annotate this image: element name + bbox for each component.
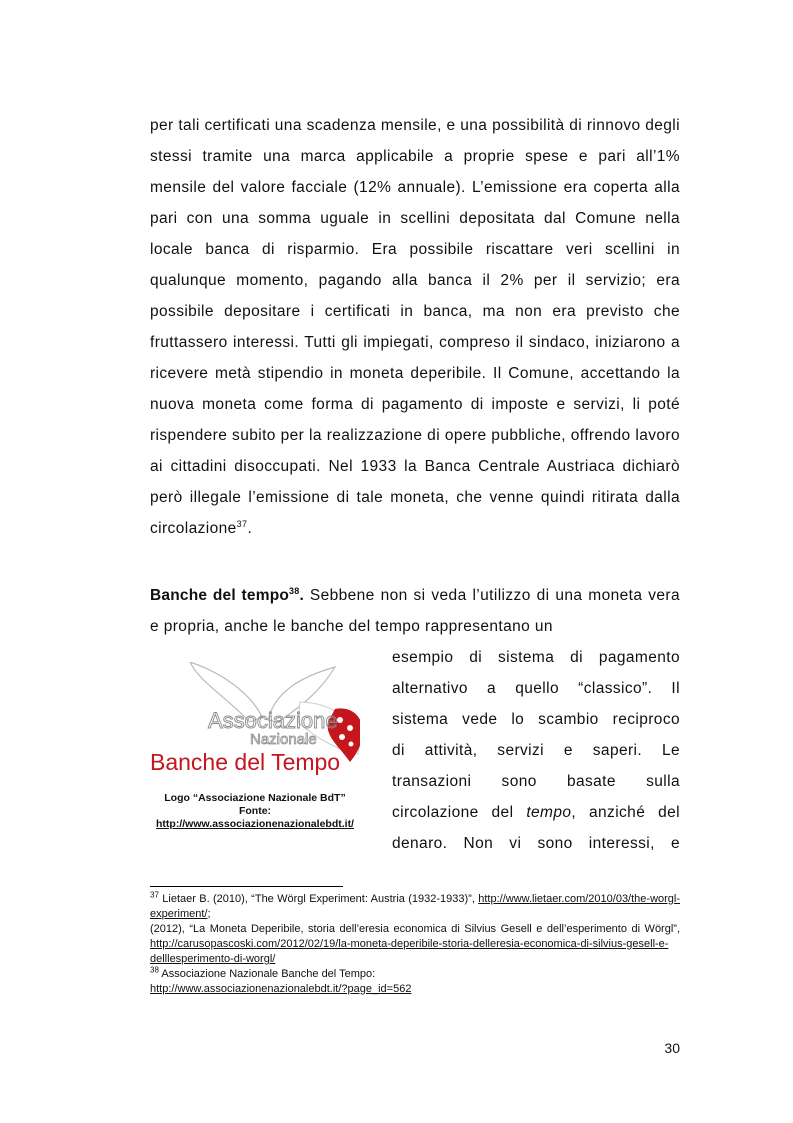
- footnote-37-text-2: (2012), “La Moneta Deperibile, storia dell’eresia economica di Silvius Gesell e dell’esperimento di Wörgl”,: [150, 923, 680, 935]
- footnote-37-link-1[interactable]: http://www.lietaer.com/2010/03/the-worgl-experiment/: [150, 893, 681, 920]
- footnote-38-link[interactable]: http://www.associazionenazionalebdt.it/?page_id=562: [150, 983, 412, 995]
- wrapped-line-2: alternativo a quello “classico”. Il: [392, 680, 680, 697]
- caption-source-label: Fonte:: [238, 805, 272, 817]
- paragraph-end-dot: .: [247, 520, 253, 537]
- footnote-37-number: 37: [150, 890, 159, 900]
- section-heading-text: Banche del tempo: [150, 587, 290, 604]
- wrapped-line-6-a: circolazione del: [392, 804, 527, 821]
- footnote-ref-37[interactable]: 37: [236, 518, 248, 529]
- footnote-37: [150, 892, 680, 922]
- wrapped-line-6: [392, 797, 680, 828]
- footnote-37-text: Lietaer B. (2010), “The Wörgl Experiment: Austria (1932-1933)”,: [162, 893, 475, 905]
- caption-source-link[interactable]: http://www.associazionenazionalebdt.it/: [156, 818, 354, 830]
- heading-dot: .: [299, 587, 304, 604]
- footnote-37-link-2[interactable]: http://carusopascoski.com/2012/02/19/la-moneta-deperibile-storia-delleresia-economica-di-silvius-gesell-e-delllesperimento-di-worgl/: [150, 938, 669, 965]
- footnote-separator: [150, 886, 343, 887]
- paragraph-banche-text: Sebbene non si veda l’utilizzo di una moneta vera e propria, anche le banche del tempo rappresentano un: [150, 587, 680, 635]
- footnote-37-continued: [150, 922, 680, 967]
- footnotes: [150, 892, 680, 997]
- footnote-38-number: 38: [150, 965, 159, 975]
- logo-text-associazione: Associazione: [208, 708, 338, 733]
- wrapped-line-6-emphasis: tempo: [526, 804, 572, 821]
- paragraph-worgl-text: per tali certificati una scadenza mensile, e una possibilità di rinnovo degli stessi tramite una marca applicabile a proprie spese e pari all’1% mensile del valore facciale (12% annuale). L’emissione era coperta alla pari con una somma uguale in scellini depositata dal Comune nella locale banca di risparmio. Era possibile riscattare veri scellini in qualunque momento, pagando alla banca il 2% per il servizio; era possibile depositare i certificati in banca, ma non era previsto che fruttassero interessi. Tutti gli impiegati, compreso il sindaco, iniziarono a ricevere metà stipendio in moneta deperibile. Il Comune, accettando la nuova moneta come forma di pagamento di imposte e servizi, li poté rispendere subito per la realizzazione di opere pubbliche, offrendo lavoro ai cittadini disoccupati. Nel 1933 la Banca Centrale Austriaca dichiarò però illegale l’emissione di tale moneta, che venne quindi ritirata dalla circolazione: [150, 117, 680, 537]
- footnote-38: [150, 967, 680, 997]
- caption-title: Logo “Associazione Nazionale BdT”: [164, 792, 346, 804]
- footnote-38-text: Associazione Nazionale Banche del Tempo:: [161, 968, 376, 980]
- logo-text-banche: Banche del Tempo: [150, 749, 341, 775]
- paragraph-banche-del-tempo: [150, 580, 680, 642]
- logo-text-nazionale: Nazionale: [250, 731, 317, 748]
- wrapped-line-1: esempio di sistema di pagamento: [392, 649, 680, 666]
- section-heading: [150, 587, 304, 604]
- logo-figure: [150, 662, 360, 831]
- wrapped-line-7: denaro. Non vi sono interessi, e: [392, 835, 680, 852]
- logo-image: [150, 662, 360, 782]
- page-number: 30: [664, 1040, 680, 1056]
- wrapped-paragraph: [392, 642, 680, 859]
- wrapped-line-6-b: , anziché del: [571, 804, 680, 821]
- figure-caption: [150, 792, 360, 831]
- wrapped-line-5: transazioni sono basate sulla: [392, 773, 680, 790]
- footnote-37-separator: ;: [207, 908, 211, 920]
- paragraph-worgl: [150, 110, 680, 544]
- wrapped-line-3: sistema vede lo scambio reciproco: [392, 711, 680, 728]
- wrapped-line-4: di attività, servizi e saperi. Le: [392, 742, 680, 759]
- footnote-ref-38[interactable]: 38: [289, 585, 300, 596]
